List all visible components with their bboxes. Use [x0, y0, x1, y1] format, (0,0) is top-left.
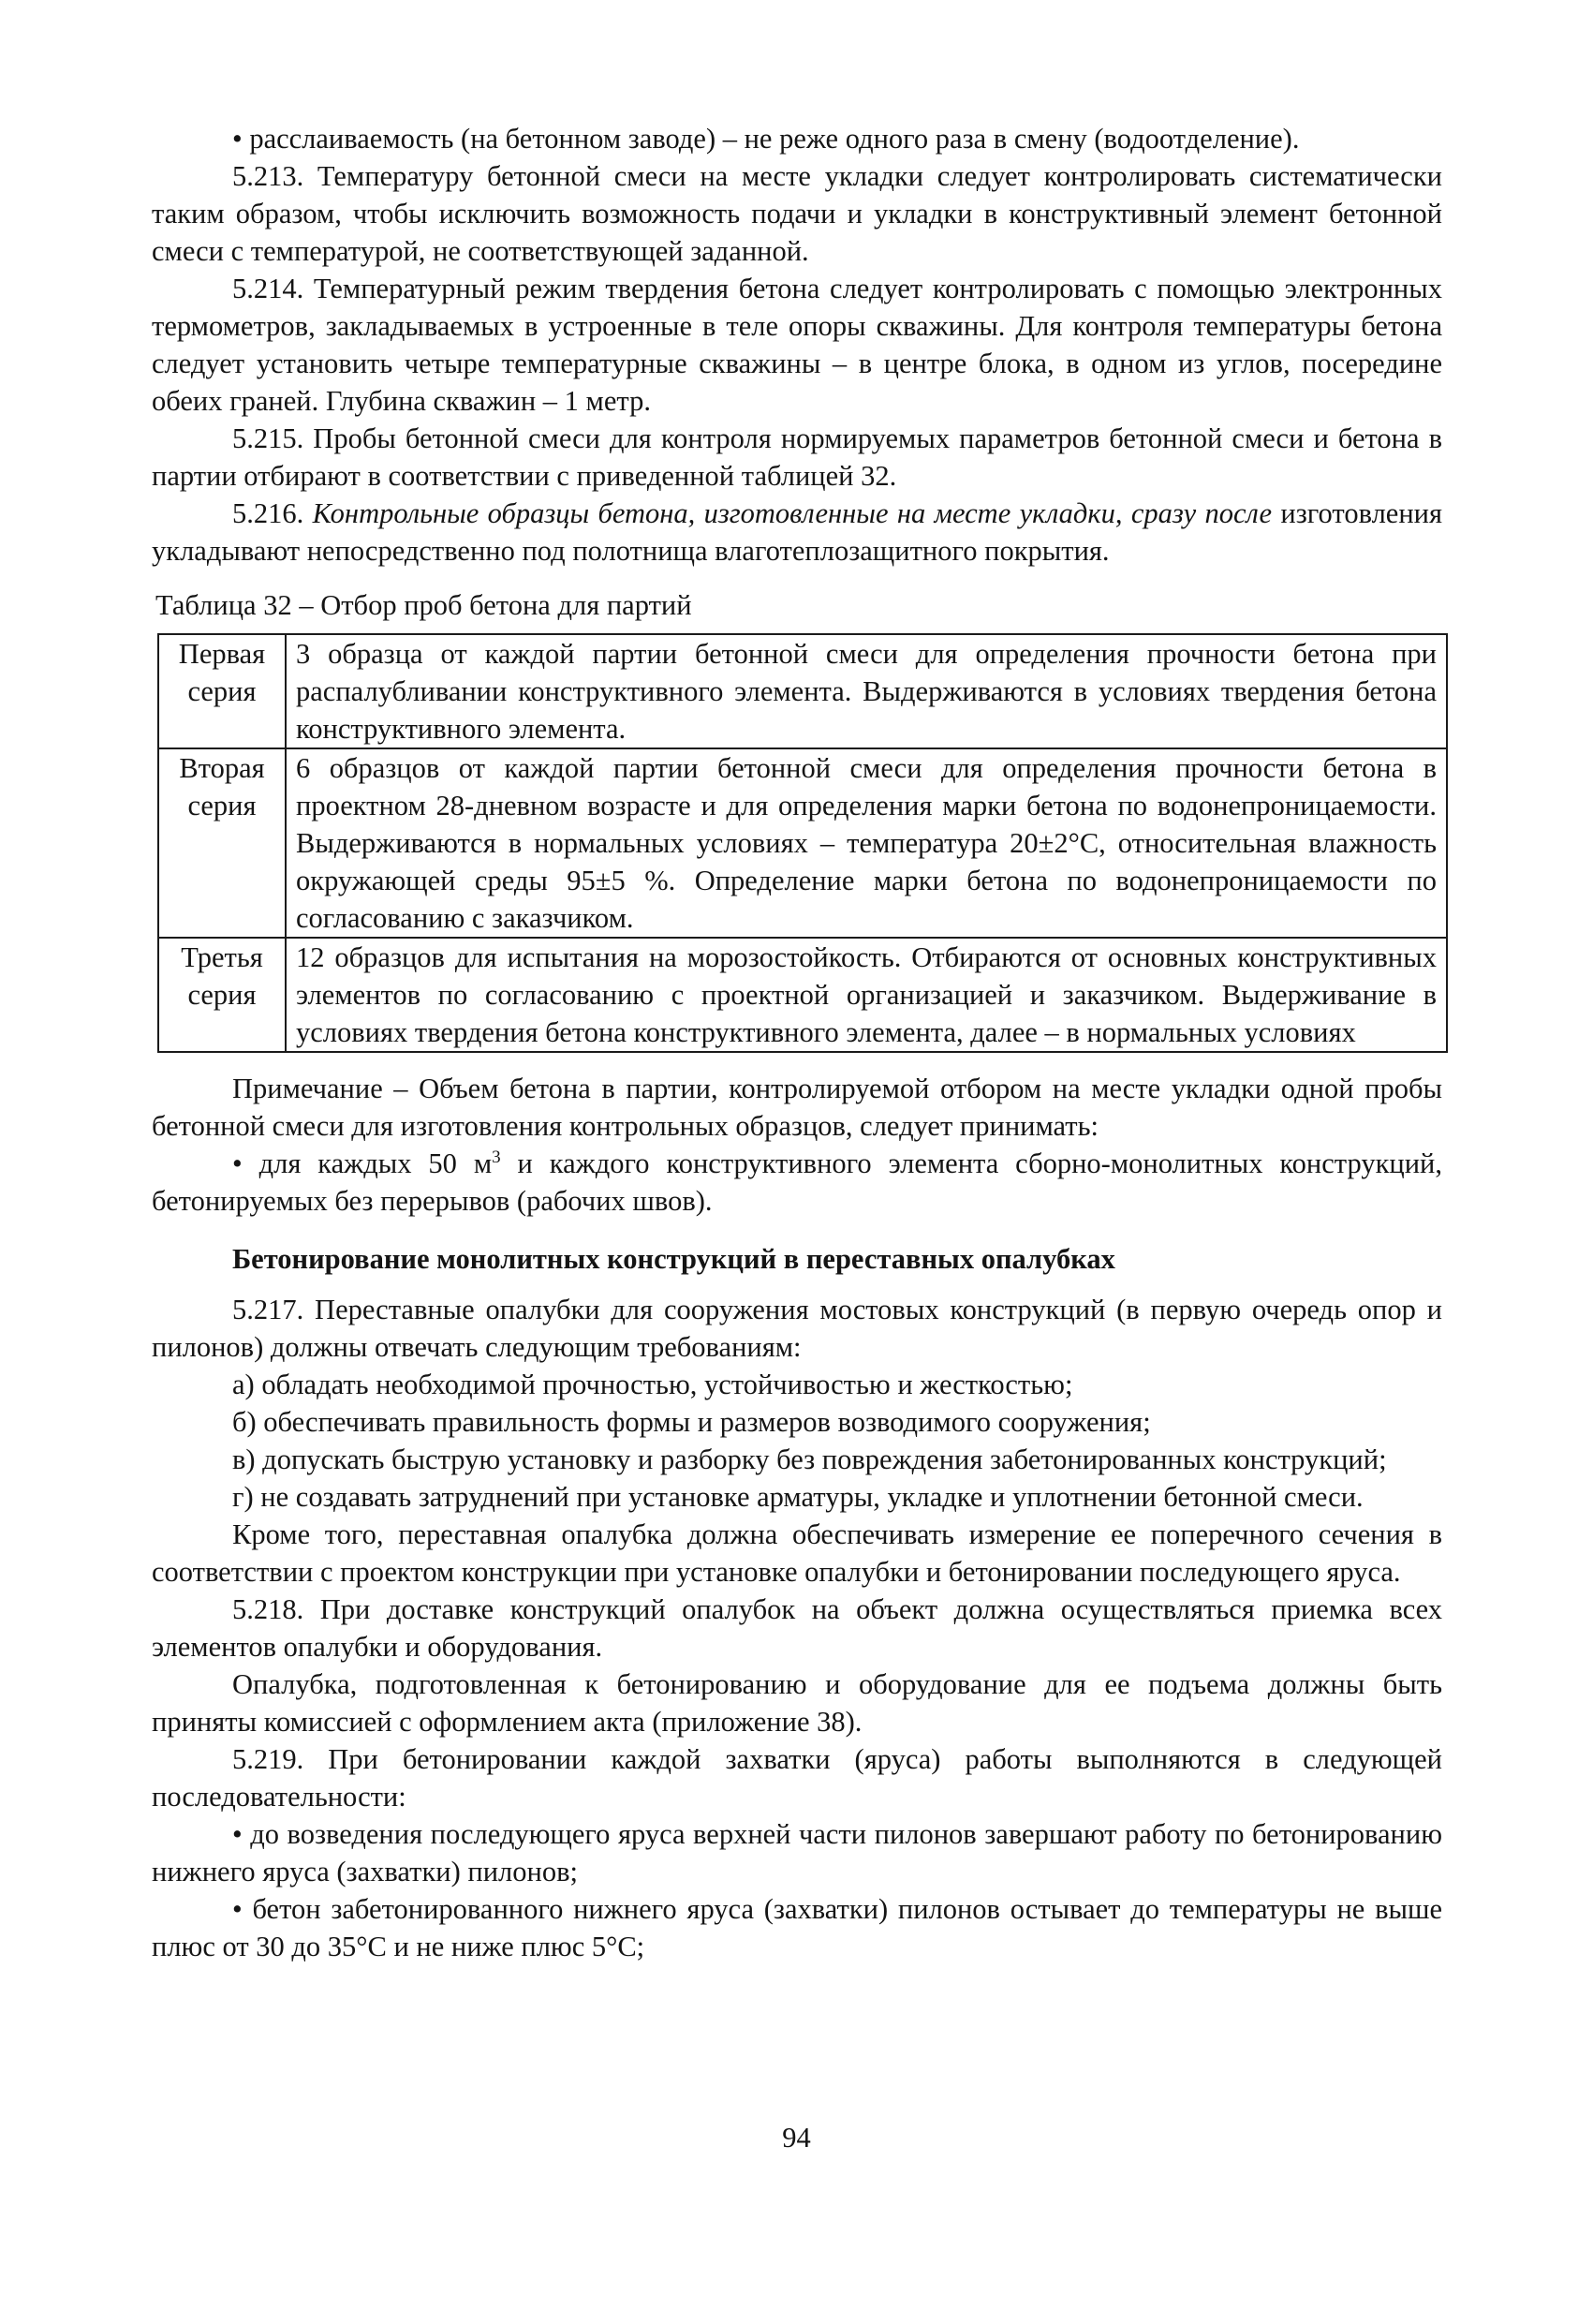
series-description: 6 образцов от каждой партии бетонной смеси для определения прочности бетона в проектном 28-дневном возрасте и для определения марки бетона по водонепроницаемости. Выдерживаются в нормальных условиях – температура 20±2°С, относительная влажность окружающей среды 95±5 %. Определение марки бетона по водонепроницаемости по согласованию с заказчиком. [286, 748, 1447, 938]
paragraph-stratification: • расслаиваемость (на бетонном заводе) – не реже одного раза в смену (водоотделение). [152, 120, 1442, 157]
series-description: 12 образцов для испытания на морозостойкость. Отбираются от основных конструктивных элементов по согласованию с проектной организацией и заказчиком. Выдерживание в условиях твердения бетона конструктивного элемента, далее – в нормальных условиях [286, 938, 1447, 1052]
table-row [158, 938, 1447, 1052]
paragraph-5-216 [152, 495, 1442, 570]
list-item: • до возведения последующего яруса верхней части пилонов завершают работу по бетонированию нижнего яруса (захватки) пилонов; [152, 1815, 1442, 1890]
series-description: 3 образца от каждой партии бетонной смеси для определения прочности бетона при распалубливании конструктивного элемента. Выдерживаются в условиях твердения бетона конструктивного элемента. [286, 634, 1447, 748]
sampling-table [157, 633, 1448, 1053]
note-bullet [152, 1145, 1442, 1220]
table-row [158, 634, 1447, 748]
note-paragraph: Примечание – Объем бетона в партии, контролируемой отбором на месте укладки одной пробы бетонной смеси для изготовления контрольных образцов, следует принимать: [152, 1073, 1442, 1142]
note-bullet-end: и каждого конструктивного элемента сборно-монолитных конструкций, бетонируемых без перерывов (рабочих швов). [152, 1147, 1442, 1217]
table-caption: Таблица 32 – Отбор проб бетона для партий [155, 589, 692, 621]
paragraph-5-213: 5.213. Температуру бетонной смеси на месте укладки следует контролировать систематически таким образом, чтобы исключить возможность подачи и укладки в конструктивный элемент бетонной смеси с температурой, не соответствующей заданной. [152, 160, 1442, 267]
series-cell: Первая серия [158, 634, 286, 748]
paragraph-5-214: 5.214. Температурный режим твердения бетона следует контролировать с помощью электронных термометров, закладываемых в устроенные в теле опоры скважины. Для контроля температуры бетона следует установить четыре температурные скважины – в центре блока, в одном из углов, посередине обеих граней. Глубина скважин – 1 метр. [152, 273, 1442, 417]
list-item: а) обладать необходимой прочностью, устойчивостью и жесткостью; [232, 1369, 1073, 1400]
paragraph-5-215: 5.215. Пробы бетонной смеси для контроля нормируемых параметров бетонной смеси и бетона в партии отбирают в соответствии с приведенной таблицей 32. [152, 422, 1442, 492]
series-cell: Вторая серия [158, 748, 286, 938]
paragraph-5-216-italic: Контрольные образцы бетона, изготовленные на месте укладки, сразу после [312, 497, 1273, 529]
paragraph-5-218: 5.218. При доставке конструкций опалубок на объект должна осуществляться приемка всех элементов опалубки и оборудования. [152, 1593, 1442, 1663]
paragraph-5-217: 5.217. Переставные опалубки для сооружения мостовых конструкций (в первую очередь опор и пилонов) должны отвечать следующим требованиям: [152, 1294, 1442, 1363]
paragraph-additionally: Кроме того, переставная опалубка должна обеспечивать измерение ее поперечного сечения в соответствии с проектом конструкции при установке опалубки и бетонировании последующего яруса. [152, 1518, 1442, 1588]
section-heading: Бетонирование монолитных конструкций в переставных опалубках [232, 1243, 1115, 1275]
series-cell: Третья серия [158, 938, 286, 1052]
list-item: б) обеспечивать правильность формы и размеров возводимого сооружения; [232, 1406, 1151, 1438]
page-number: 94 [782, 2122, 811, 2154]
list-item: г) не создавать затруднений при установке арматуры, укладке и уплотнении бетонной смеси. [232, 1481, 1364, 1513]
table-row [158, 748, 1447, 938]
document-page [152, 120, 1442, 1965]
paragraph-formwork-acceptance: Опалубка, подготовленная к бетонированию и оборудование для ее подъема должны быть приняты комиссией с оформлением акта (приложение 38). [152, 1668, 1442, 1738]
paragraph-5-216-rest: изготовления укладывают непосредственно под полотнища влаготеплозащитного покрытия. [152, 497, 1442, 567]
list-item: • бетон забетонированного нижнего яруса (захватки) пилонов остывает до температуры не выше плюс от 30 до 35°С и не ниже плюс 5°С; [152, 1890, 1442, 1965]
list-item: в) допускать быструю установку и разборку без повреждения забетонированных конструкций; [232, 1443, 1387, 1475]
note-bullet-start: для каждых 50 м [258, 1147, 493, 1179]
note-bullet-superscript: 3 [492, 1147, 501, 1167]
paragraph-5-216-number: 5.216. [232, 497, 313, 529]
paragraph-5-219: 5.219. При бетонировании каждой захватки (яруса) работы выполняются в следующей последовательности: [152, 1743, 1442, 1813]
